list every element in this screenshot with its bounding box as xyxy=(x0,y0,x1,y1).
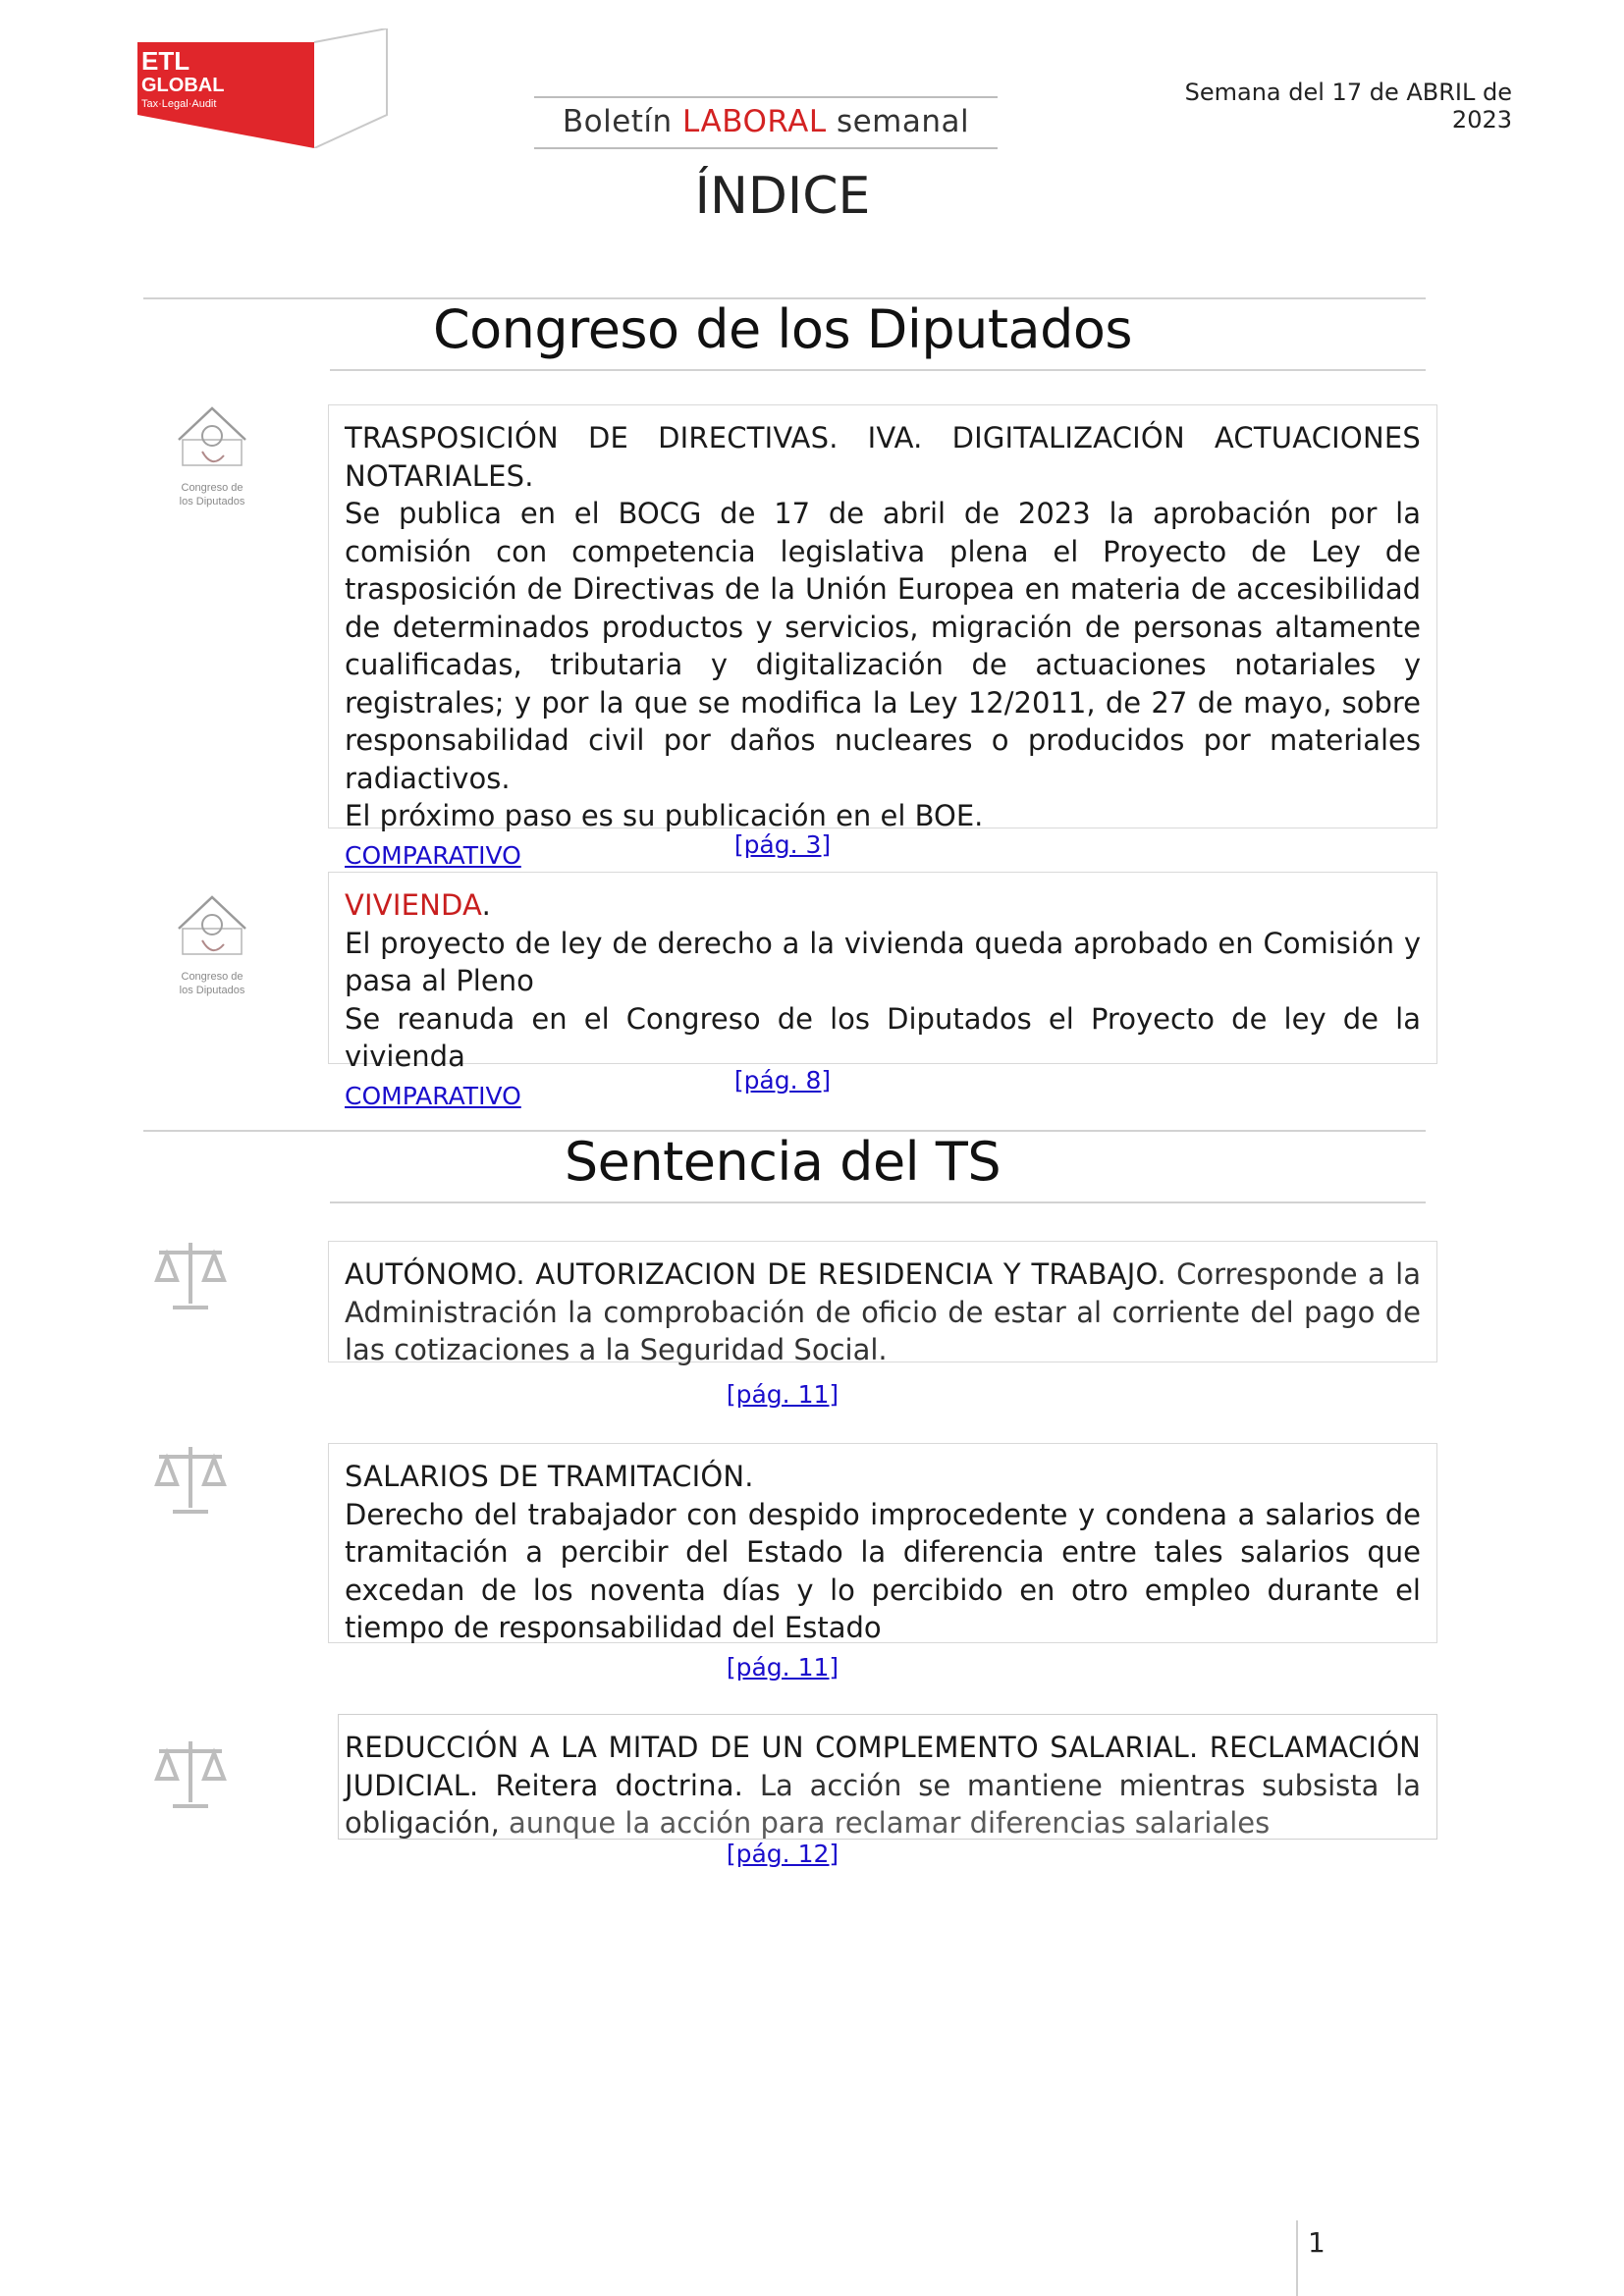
svg-text:los Diputados: los Diputados xyxy=(179,985,245,996)
scales-of-justice-icon xyxy=(149,1441,232,1523)
entry-extra: El próximo paso es su publicación en el BOE. xyxy=(345,799,984,832)
scales-of-justice-icon xyxy=(149,1237,232,1319)
svg-text:GLOBAL: GLOBAL xyxy=(141,75,225,96)
footer-divider xyxy=(1296,2220,1298,2296)
comparativo-link[interactable]: COMPARATIVO xyxy=(345,840,521,870)
page-ref-link[interactable]: [pág. 11] xyxy=(726,1653,839,1682)
svg-text:Tax·Legal·Audit: Tax·Legal·Audit xyxy=(141,98,217,110)
index-title: ÍNDICE xyxy=(694,167,871,226)
page-ref-link[interactable]: [pág. 11] xyxy=(726,1380,839,1409)
entry-body: Se publica en el BOCG de 17 de abril de 2023 la aprobación por la comisión con competencia legislativa plena el Proyecto de Ley de trasposición de Directivas de la Unión Europea en materia de accesibilidad de determinados productos y servicios, migración de personas altamente cualificadas, tributaria y digitalización de actuaciones notariales y registrales; y por la que se modifica la Ley 12/2011, de 27 de mayo, sobre responsabilidad civil por daños nucleares o producidos por materiales radiactivos. xyxy=(345,497,1421,795)
entry-box xyxy=(328,1241,1437,1366)
week-label: Semana del 17 de ABRIL de 2023 xyxy=(1184,79,1512,133)
entry-box xyxy=(328,1443,1437,1643)
page-ref-link[interactable]: [pág. 3] xyxy=(733,830,832,859)
entry-title: VIVIENDA. xyxy=(345,888,491,922)
congreso-logo-icon xyxy=(163,400,261,522)
scales-of-justice-icon xyxy=(149,1735,232,1818)
etl-global-logo xyxy=(130,28,393,148)
svg-text:los Diputados: los Diputados xyxy=(179,496,245,507)
svg-text:Congreso de: Congreso de xyxy=(181,482,244,494)
entry-title: TRASPOSICIÓN DE DIRECTIVAS. IVA. DIGITALIZACIÓN ACTUACIONES NOTARIALES. xyxy=(345,421,1421,493)
entry-text: REDUCCIÓN A LA MITAD DE UN COMPLEMENTO SALARIAL. RECLAMACIÓN JUDICIAL. Reitera doctrina. La acción se mantiene mientras subsista la obligación, aunque la acción para reclamar diferencias salariales xyxy=(345,1731,1422,1840)
bulletin-title: Boletín LABORAL semanal xyxy=(534,96,998,149)
page-number: 1 xyxy=(1308,2226,1326,2259)
page-ref-link[interactable]: [pág. 12] xyxy=(726,1840,839,1868)
svg-text:ETL: ETL xyxy=(141,46,190,76)
comparativo-link[interactable]: COMPARATIVO xyxy=(345,1081,521,1110)
entry-title: SALARIOS DE TRAMITACIÓN. xyxy=(345,1460,754,1493)
entry-body: Derecho del trabajador con despido improcedente y condena a salarios de tramitación a percibir del Estado la diferencia entre tales salarios que excedan de los noventa días y lo percibido en otro empleo durante el tiempo de responsabilidad del Estado xyxy=(345,1497,1421,1644)
entry-box xyxy=(338,1714,1437,1840)
svg-text:Congreso de: Congreso de xyxy=(181,971,244,983)
congreso-logo-icon xyxy=(163,889,261,1011)
entry-extra: Se reanuda en el Congreso de los Diputados el Proyecto de ley de la vivienda xyxy=(345,1001,1421,1073)
section-divider xyxy=(330,1201,1426,1203)
section-title-ts: Sentencia del TS xyxy=(564,1131,1001,1193)
section-divider xyxy=(330,369,1426,371)
entry-text: AUTÓNOMO. AUTORIZACION DE RESIDENCIA Y TRABAJO. Corresponde a la Administración la comprobación de oficio de estar al corriente del pago de las cotizaciones a la Seguridad Social. xyxy=(345,1257,1421,1366)
section-title-congreso: Congreso de los Diputados xyxy=(432,298,1133,360)
entry-body: El proyecto de ley de derecho a la vivienda queda aprobado en Comisión y pasa al Pleno xyxy=(345,926,1421,997)
page-ref-link[interactable]: [pág. 8] xyxy=(733,1066,832,1095)
